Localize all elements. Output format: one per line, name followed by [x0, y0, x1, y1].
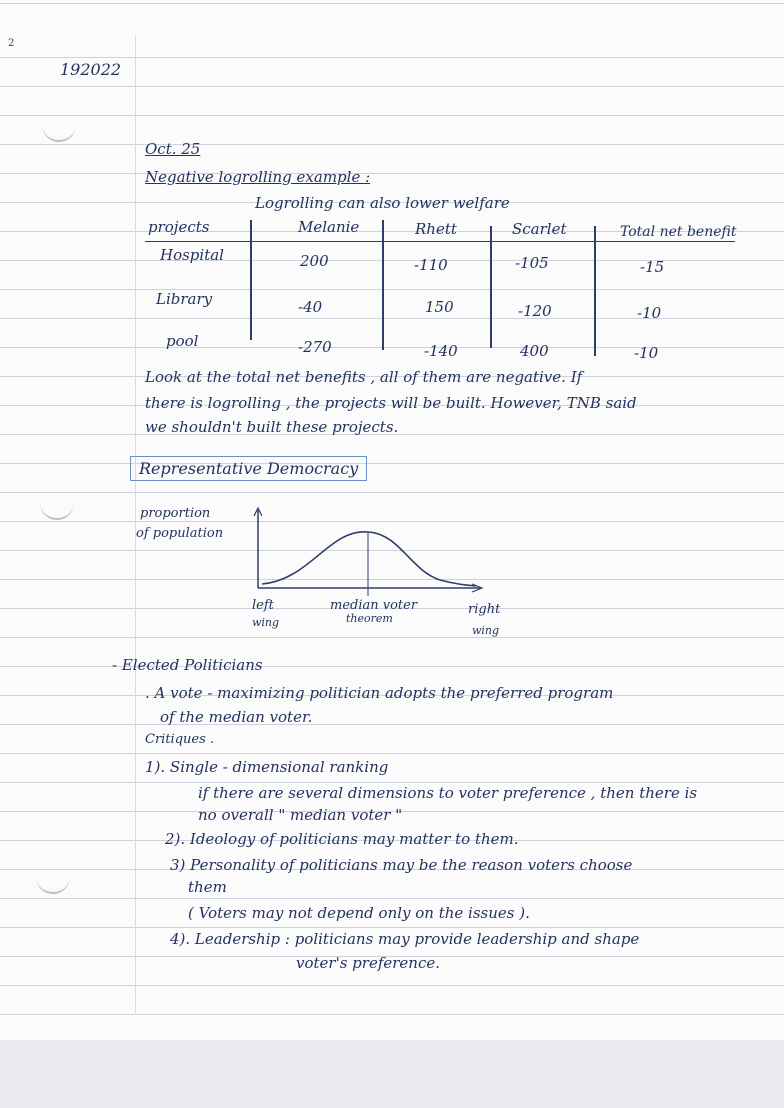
- cell-project: Hospital: [160, 246, 224, 264]
- cell-scarlet: -120: [518, 302, 552, 320]
- section-title: Representative Democracy: [130, 456, 367, 481]
- body-line: if there are several dimensions to voter preference , then there is: [198, 784, 698, 802]
- body-line: them: [188, 878, 227, 896]
- col-header-projects: projects: [148, 218, 210, 236]
- bullet-heading: - Elected Politicians: [112, 656, 263, 674]
- binder-hole: [36, 870, 70, 894]
- body-line: 1). Single - dimensional ranking: [145, 758, 389, 776]
- graph-x-left: left: [252, 598, 274, 613]
- table-header-rule: [145, 241, 735, 242]
- col-header-melanie: Melanie: [298, 218, 360, 236]
- corner-mark: 2: [8, 38, 15, 49]
- note-line: there is logrolling , the projects will be built. However, TNB said: [145, 394, 637, 412]
- cell-project: pool: [166, 332, 199, 350]
- body-line: 4). Leadership : politicians may provide leadership and shape: [170, 930, 640, 948]
- graph-x-mid: theorem: [346, 612, 393, 625]
- margin-line: [135, 35, 136, 1015]
- table-divider: [594, 226, 596, 356]
- body-line: 2). Ideology of politicians may matter to them.: [165, 830, 519, 848]
- graph-x-right: right: [468, 602, 501, 617]
- page-code: 192022: [60, 60, 122, 79]
- col-header-total: Total net benefit: [620, 224, 737, 240]
- graph-ylabel: of population: [136, 526, 224, 541]
- distribution-curve: [240, 500, 500, 610]
- cell-total: -10: [634, 344, 659, 362]
- cell-rhett: 150: [425, 298, 454, 316]
- col-header-scarlet: Scarlet: [512, 220, 567, 238]
- col-header-rhett: Rhett: [415, 220, 457, 238]
- graph-x-mid: median voter: [330, 598, 418, 613]
- note-line: we shouldn't built these projects.: [145, 418, 399, 436]
- body-line: ( Voters may not depend only on the issues ).: [188, 904, 530, 922]
- cell-scarlet: 400: [520, 342, 549, 360]
- binder-hole: [42, 118, 76, 142]
- heading: Negative logrolling example :: [145, 168, 371, 186]
- cell-rhett: -140: [424, 342, 458, 360]
- body-line: voter's preference.: [296, 954, 441, 972]
- table-divider: [382, 220, 384, 350]
- body-line: . A vote - maximizing politician adopts the preferred program: [145, 684, 614, 702]
- cell-melanie: -270: [298, 338, 332, 356]
- cell-total: -10: [637, 304, 662, 322]
- graph-ylabel: proportion: [140, 506, 211, 521]
- cell-scarlet: -105: [515, 254, 549, 272]
- cell-project: Library: [156, 290, 213, 308]
- graph-x-left: wing: [252, 616, 280, 629]
- cell-melanie: 200: [300, 252, 329, 270]
- cell-total: -15: [640, 258, 665, 276]
- graph-x-right: wing: [472, 624, 500, 637]
- body-line: no overall " median voter ": [198, 806, 403, 824]
- binder-hole: [40, 496, 74, 520]
- subheading: Logrolling can also lower welfare: [255, 194, 510, 212]
- cell-rhett: -110: [414, 256, 448, 274]
- note-line: Look at the total net benefits , all of them are negative. If: [145, 368, 583, 386]
- cell-melanie: -40: [298, 298, 323, 316]
- body-line: Critiques .: [145, 732, 215, 747]
- scan-border: [0, 1040, 784, 1108]
- body-line: of the median voter.: [160, 708, 313, 726]
- date: Oct. 25: [145, 140, 201, 158]
- table-divider: [490, 226, 492, 348]
- body-line: 3) Personality of politicians may be the reason voters choose: [170, 856, 633, 874]
- table-divider: [250, 220, 252, 340]
